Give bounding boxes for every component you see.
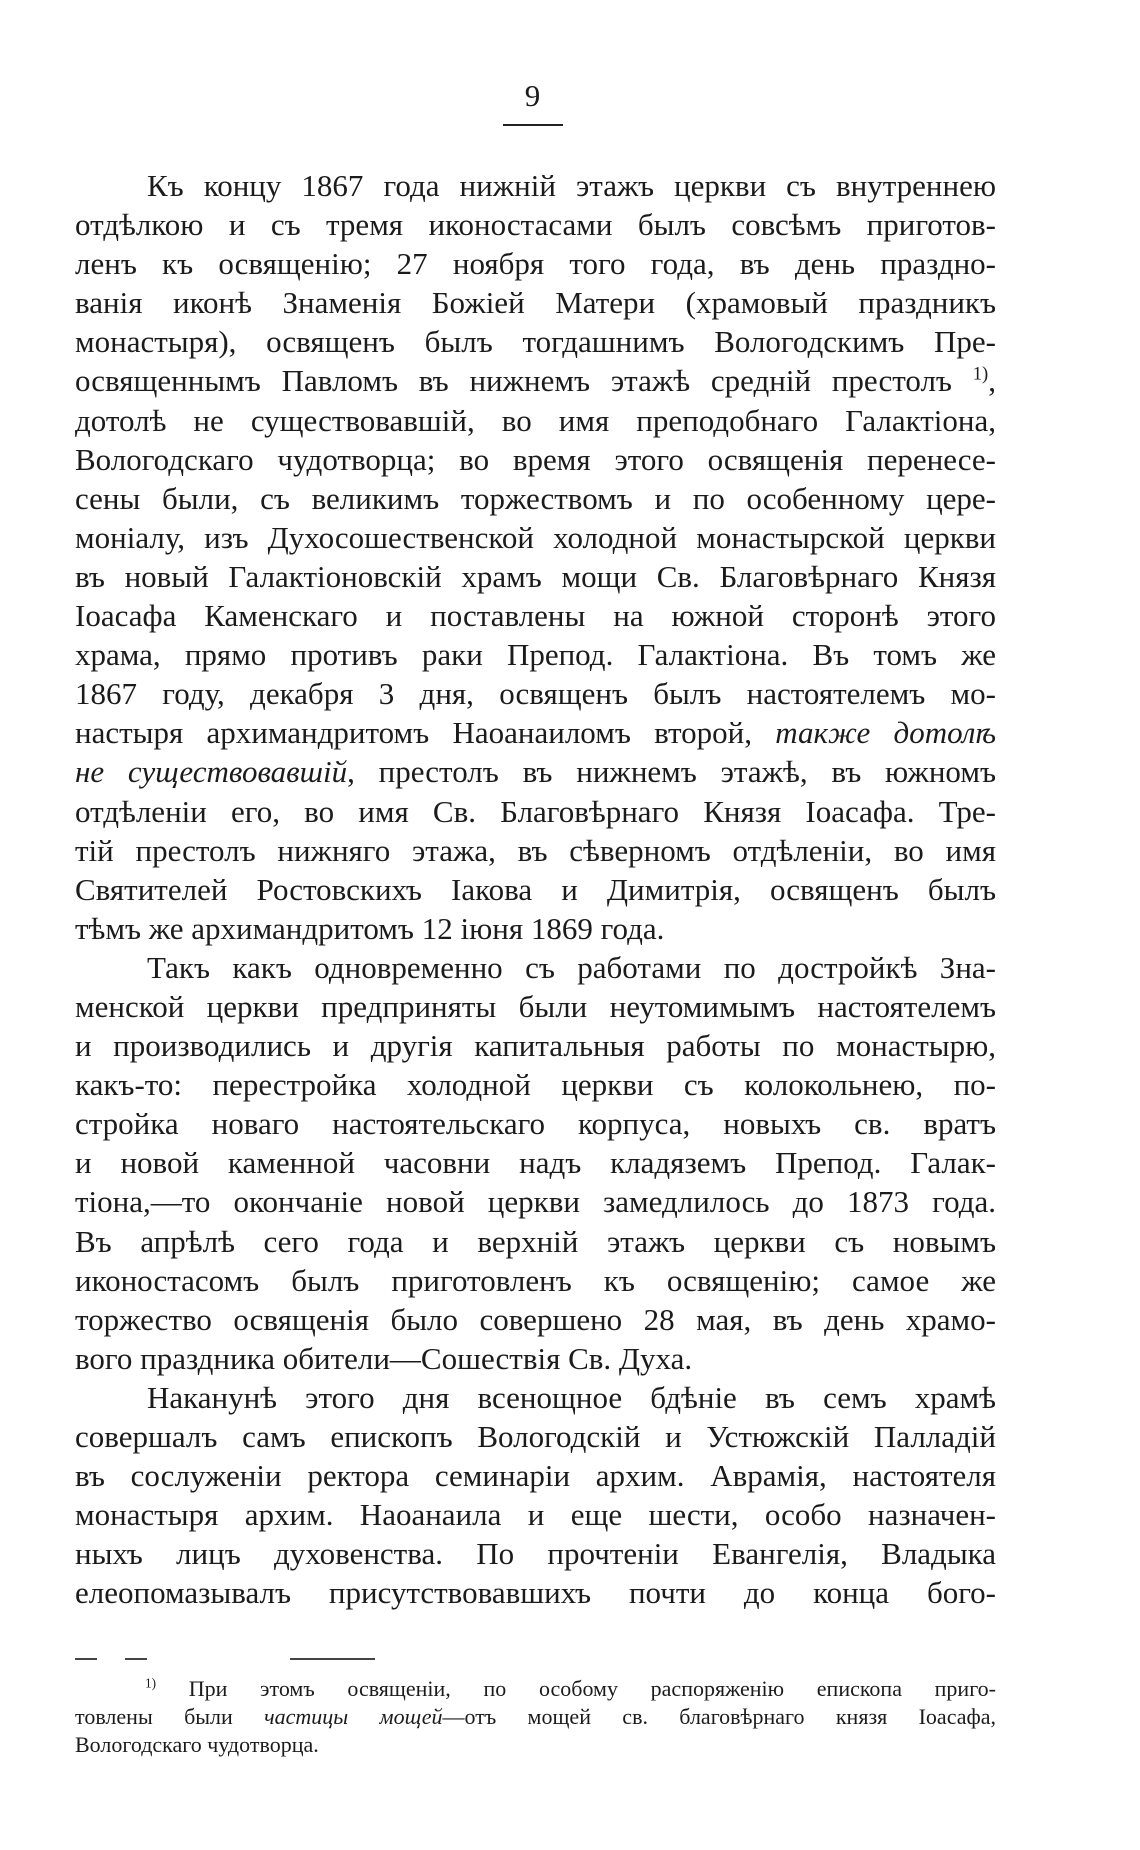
text-line: Вологодскаго чудотворца; во время этого освященія перенесе-: [75, 441, 996, 477]
paragraph-1: [75, 166, 996, 948]
body-text: [75, 166, 996, 1612]
text-line: торжество освященія было совершено 28 мая, въ день храмо-: [75, 1301, 996, 1337]
text-segment: настыря архимандритомъ Наоанаиломъ второй,: [75, 715, 752, 751]
text-line: елеопомазывалъ присутствовавшихъ почти до конца бого-: [75, 1575, 996, 1611]
text-line: вого праздника обители—Сошествія Св. Духа.: [75, 1340, 693, 1376]
text-segment: товлены были: [75, 1704, 233, 1729]
footnote-line: [75, 1675, 996, 1703]
text-line: монастыря архим. Наоанаила и еще шести, особо назначен-: [75, 1497, 996, 1533]
separator-rule: [290, 1658, 375, 1660]
text-line: какъ-то: перестройка холодной церкви съ колокольнею, по-: [75, 1067, 996, 1103]
text-line: моніалу, изъ Духосошественской холодной монастырской церкви: [75, 519, 996, 555]
footnote-line: [75, 1703, 996, 1731]
text-segment: При этомъ освященіи, по особому распоряженію епископа приго-: [188, 1676, 997, 1701]
text-line: и новой каменной часовни надъ кладяземъ Препод. Галак-: [75, 1145, 996, 1181]
text-line: отдѣленіи его, во имя Св. Благовѣрнаго Князя Іоасафа. Тре-: [75, 793, 996, 829]
text-line: въ сослуженіи ректора семинаріи архим. Аврамія, настоятеля: [75, 1458, 996, 1494]
text-line: иконостасомъ былъ приготовленъ къ освященію; самое же: [75, 1262, 996, 1298]
page-number: 9: [524, 78, 541, 113]
text-line: Наканунѣ этого дня всенощное бдѣніе въ семъ храмѣ: [147, 1379, 996, 1415]
footnote-line: Вологодскаго чудотворца.: [75, 1732, 319, 1757]
text-line: тій престолъ нижняго этажа, въ сѣверномъ отдѣленіи, во имя: [75, 832, 996, 868]
text-segment: —отъ мощей св. благовѣрнаго князя Іоасафа,: [442, 1704, 997, 1729]
italic-emphasis: также дотолѣ: [775, 715, 997, 751]
text-line: храма, прямо противъ раки Препод. Галактіона. Въ томъ же: [75, 637, 996, 673]
footnote-reference: 1): [972, 364, 989, 386]
text-line: совершалъ самъ епископъ Вологодскій и Устюжскій Палладій: [75, 1419, 996, 1454]
text-line: Святителей Ростовскихъ Іакова и Димитрія, освященъ былъ: [75, 871, 996, 907]
text-line-mixed: [75, 752, 996, 791]
text-line: тѣмъ же архимандритомъ 12 іюня 1869 года.: [75, 910, 665, 946]
separator-dash: [125, 1658, 147, 1660]
text-line: стройка новаго настоятельскаго корпуса, новыхъ св. вратъ: [75, 1106, 996, 1142]
text-line-mixed: [75, 713, 996, 752]
text-line: сены были, съ великимъ торжествомъ и по особенному цере-: [75, 480, 996, 516]
text-line: и производились и другія капитальныя работы по монастырю,: [75, 1028, 996, 1064]
text-line-with-footnote: освященнымъ Павломъ въ нижнемъ этажѣ средній престолъ $^{1)}$,: [75, 363, 996, 399]
paragraph-2: [75, 948, 996, 1378]
text-line: отдѣлкою и съ тремя иконостасами былъ совсѣмъ приготов-: [75, 207, 996, 243]
paragraph-3: [75, 1378, 996, 1613]
text-line: ванія иконѣ Знаменія Божіей Матери (храмовый праздникъ: [75, 285, 996, 321]
text-line: Іоасафа Каменскаго и поставлены на южной сторонѣ этого: [75, 598, 996, 634]
text-line: Въ апрѣлѣ сего года и верхній этажъ церкви съ новымъ: [75, 1223, 996, 1259]
text-line: ленъ къ освященію; 27 ноября того года, въ день праздно-: [75, 246, 996, 282]
text-line: Къ концу 1867 года нижній этажъ церкви съ внутреннею: [147, 168, 996, 203]
text-line: дотолѣ не существовавшій, во имя преподобнаго Галактіона,: [75, 402, 996, 438]
text-line: Такъ какъ одновременно съ работами по достройкѣ Зна-: [147, 949, 996, 985]
italic-emphasis: не существовавшій: [75, 754, 348, 790]
page-number-rule: [503, 124, 563, 126]
footnote-marker: 1): [145, 1675, 156, 1691]
text-line: въ новый Галактіоновскій храмъ мощи Св. Благовѣрнаго Князя: [75, 558, 996, 594]
text-line: ныхъ лицъ духовенства. По прочтеніи Евангелія, Владыка: [75, 1536, 996, 1572]
text-line: 1867 году, декабря 3 дня, освященъ былъ настоятелемъ мо-: [75, 676, 996, 712]
separator-dash: [75, 1658, 97, 1660]
text-segment: освященнымъ Павломъ въ нижнемъ этажѣ средній престолъ: [75, 363, 952, 399]
text-line: тіона,—то окончаніе новой церкви замедлилось до 1873 года.: [75, 1184, 996, 1220]
footnote-separator: [75, 1655, 375, 1663]
text-segment: , престолъ въ нижнемъ этажѣ, въ южномъ: [347, 754, 996, 790]
text-line: монастыря), освященъ былъ тогдашнимъ Вологодскимъ Пре-: [75, 324, 996, 360]
italic-emphasis: частицы мощей: [264, 1704, 443, 1729]
text-line: менской церкви предприняты были неутомимымъ настоятелемъ: [75, 988, 996, 1024]
footnote: [75, 1675, 996, 1759]
